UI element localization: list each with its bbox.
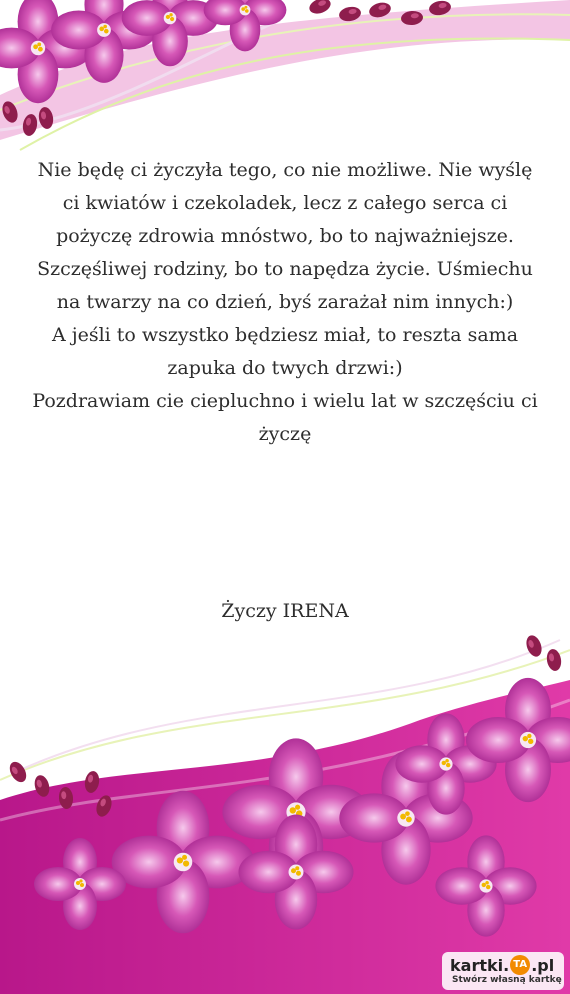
greeting-message bbox=[30, 154, 540, 451]
message-paragraph: Pozdrawiam cie ciepluchno i wielu lat w szczęściu ci życzę bbox=[32, 390, 538, 445]
message-paragraph: Nie będę ci życzyła tego, co nie możliwe. Nie wyślę ci kwiatów i czekoladek, lecz z całego serca ci pożyczę zdrowia mnóstwo, bo to najważniejsze. Szczęśliwej rodziny, bo to napędza życie. Uśmiechu na twarzy na co dzień, byś zarażał nim innych:) bbox=[37, 159, 533, 313]
message-paragraph: A jeśli to wszystko będziesz miał, to reszta sama zapuka do twych drzwi:) bbox=[51, 324, 519, 379]
logo-brand-left: kartki. bbox=[450, 955, 510, 975]
signature: Życzy IRENA bbox=[221, 600, 349, 622]
logo-brand-right: .pl bbox=[531, 955, 555, 975]
logo-brand bbox=[450, 955, 554, 975]
logo-badge: TA bbox=[510, 955, 530, 975]
logo-tagline: Stwórz własną kartkę bbox=[452, 975, 562, 985]
kartki-logo[interactable] bbox=[442, 952, 564, 990]
